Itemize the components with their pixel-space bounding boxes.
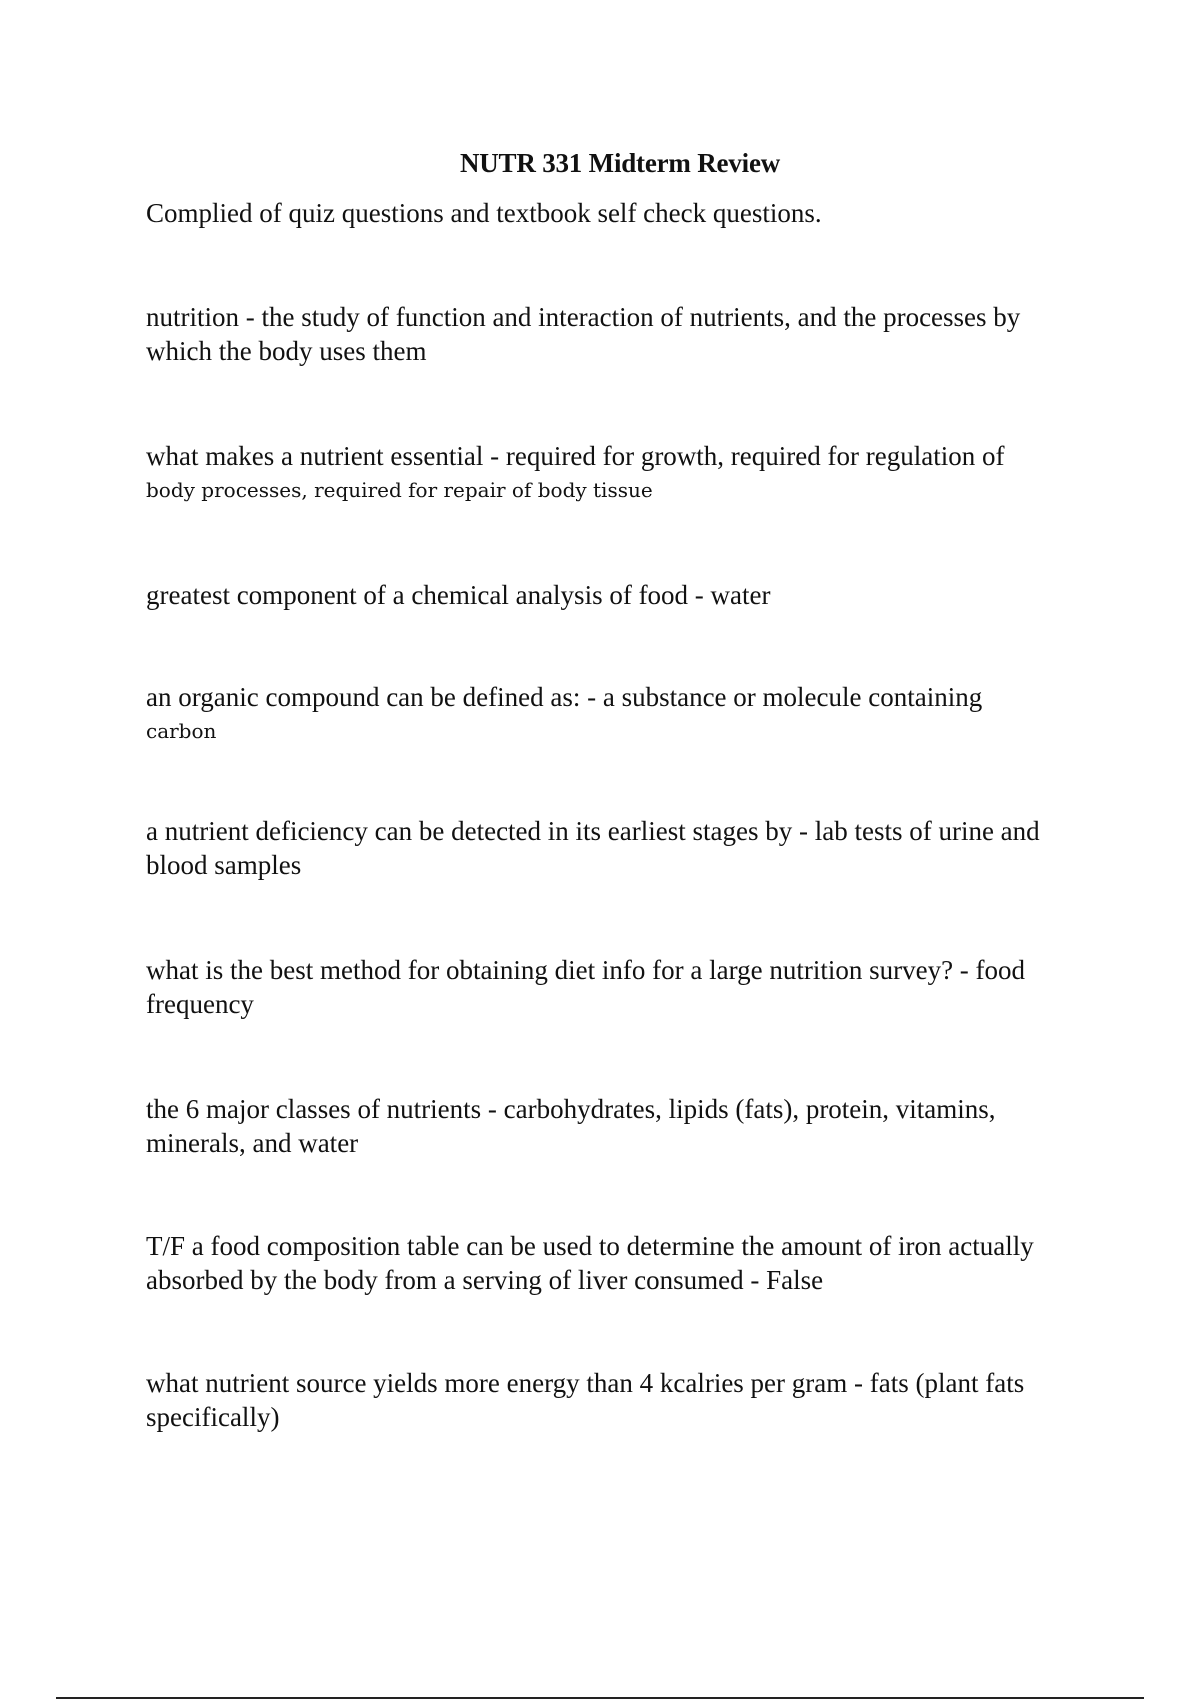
qa-line: which the body uses them — [146, 336, 427, 366]
qa-line: nutrition - the study of function and interaction of nutrients, and the processes by — [146, 302, 1021, 332]
page-bottom-rule — [56, 1697, 1144, 1699]
qa-line: a nutrient deficiency can be detected in its earliest stages by - lab tests of urine and — [146, 816, 1040, 846]
qa-line: minerals, and water — [146, 1128, 359, 1158]
qa-entry-organic-compound — [146, 680, 1096, 748]
qa-line: an organic compound can be defined as: - a substance or molecule containing — [146, 682, 983, 712]
qa-entry-nutrition — [146, 300, 1096, 368]
qa-entry-nutrient-classes — [146, 1092, 1096, 1160]
qa-line: specifically) — [146, 1402, 280, 1432]
document-subtitle: Complied of quiz questions and textbook self check questions. — [146, 198, 822, 228]
qa-line: greatest component of a chemical analysis of food - water — [146, 580, 771, 610]
qa-line: frequency — [146, 989, 254, 1019]
qa-line: the 6 major classes of nutrients - carbohydrates, lipids (fats), protein, vitamins, — [146, 1094, 996, 1124]
qa-entry-nutrient-deficiency — [146, 814, 1096, 882]
document-title: NUTR 331 Midterm Review — [459, 148, 781, 178]
qa-line: absorbed by the body from a serving of liver consumed - False — [146, 1265, 824, 1295]
qa-line: what is the best method for obtaining diet info for a large nutrition survey? - food — [146, 955, 1026, 985]
qa-entry-essential-nutrient — [146, 439, 1096, 507]
qa-line: carbon — [146, 719, 217, 743]
qa-line: blood samples — [146, 850, 302, 880]
qa-entry-greatest-component — [146, 578, 1096, 612]
qa-entry-food-composition — [146, 1229, 1096, 1297]
qa-line: body processes, required for repair of body tissue — [146, 478, 653, 502]
qa-entry-diet-survey — [146, 953, 1096, 1021]
qa-line: T/F a food composition table can be used to determine the amount of iron actually — [146, 1231, 1034, 1261]
qa-line: what makes a nutrient essential - required for growth, required for regulation of — [146, 441, 1005, 471]
qa-line: what nutrient source yields more energy than 4 kcalries per gram - fats (plant fats — [146, 1368, 1025, 1398]
qa-entry-energy-yield — [146, 1366, 1096, 1434]
